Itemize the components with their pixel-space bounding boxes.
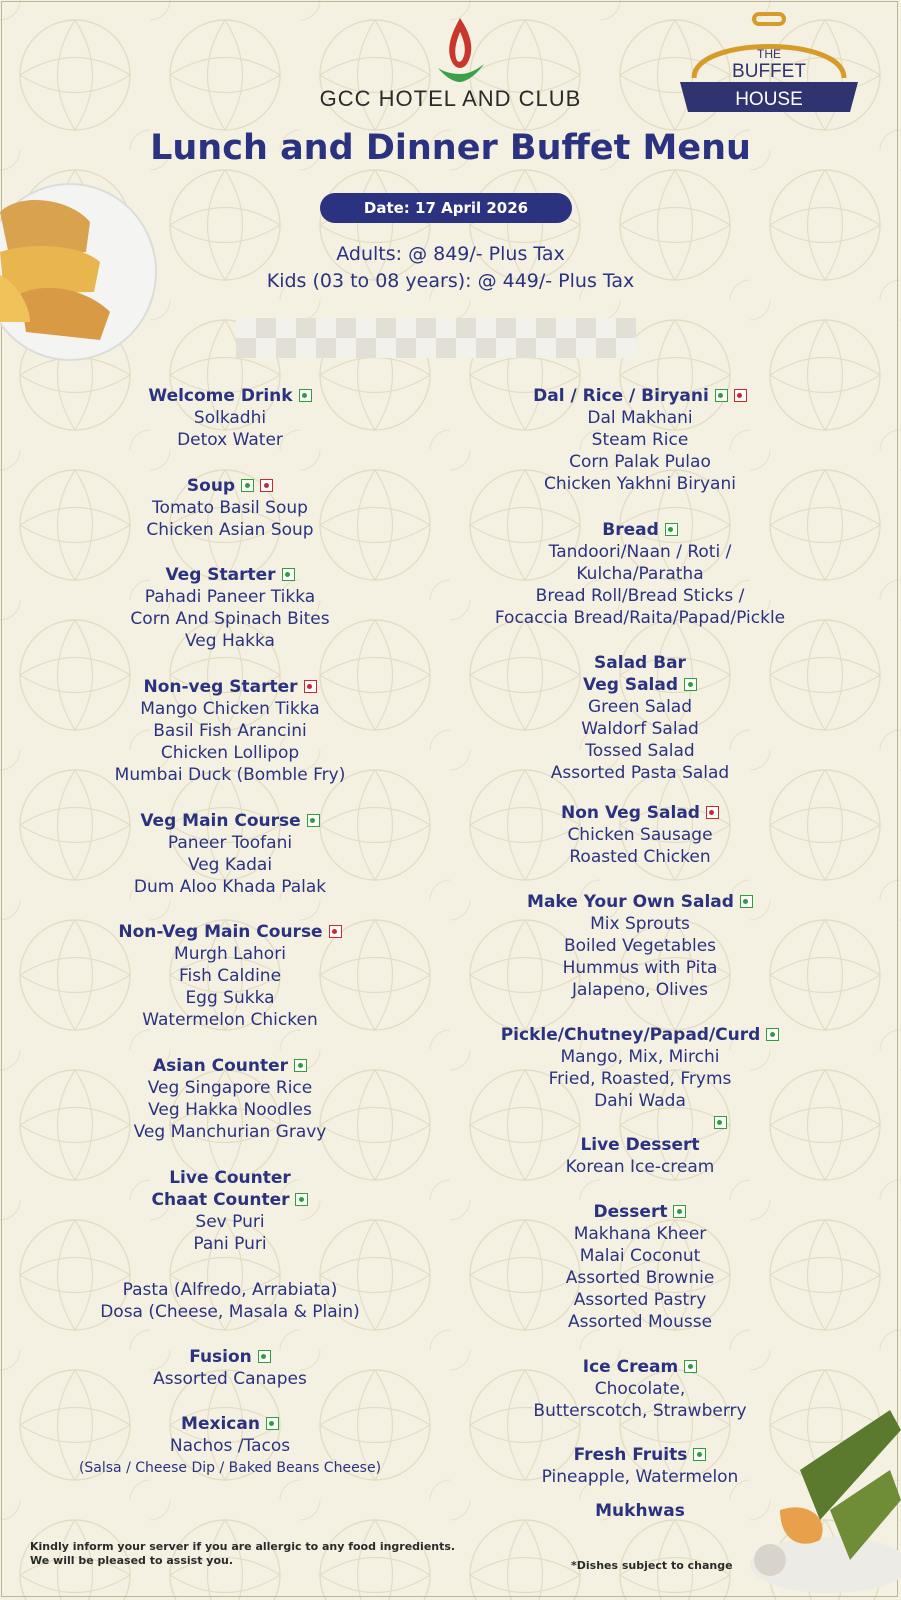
menu-item: Chicken Lollipop: [160, 743, 300, 763]
section-heading: Bread: [602, 520, 659, 540]
veg-mark-icon: [673, 1205, 686, 1218]
section-heading: Live Dessert: [580, 1135, 700, 1155]
section-make-your-own-salad: [420, 891, 860, 1001]
veg-mark-icon: [766, 1028, 779, 1041]
section-mukhwas: [420, 1500, 860, 1522]
dishes-change-note: *Dishes subject to change: [571, 1559, 733, 1572]
section-heading: Make Your Own Salad: [527, 892, 734, 912]
menu-item: Assorted Mousse: [567, 1312, 713, 1332]
section-heading: Fresh Fruits: [573, 1445, 688, 1465]
section-heading: Mexican: [181, 1414, 260, 1434]
menu-item: Assorted Pasta Salad: [550, 763, 730, 783]
veg-mark-icon: [665, 523, 678, 536]
menu-item: Mumbai Duck (Bomble Fry): [114, 765, 346, 785]
veg-mark-icon: [241, 479, 254, 492]
nonveg-mark-icon: [329, 925, 342, 938]
menu-item: Green Salad: [587, 697, 693, 717]
section-heading: Ice Cream: [582, 1357, 679, 1377]
menu-item: Watermelon Chicken: [142, 1010, 318, 1030]
menu-item: Mango, Mix, Mirchi: [560, 1047, 720, 1067]
veg-mark-icon: [258, 1350, 271, 1363]
section-heading: Welcome Drink: [148, 386, 293, 406]
menu-item: Detox Water: [177, 430, 283, 450]
section-heading: Dessert: [593, 1202, 668, 1222]
menu-item: Sev Puri: [195, 1212, 265, 1232]
section-veg-main-course: [10, 810, 450, 898]
section-heading: Dal / Rice / Biryani: [533, 386, 709, 406]
section-nonveg-main-course: [10, 921, 450, 1031]
section-fusion: [10, 1346, 450, 1390]
menu-item: Paneer Toofani: [167, 833, 293, 853]
section-nonveg-salad: [420, 802, 860, 868]
menu-item: Tomato Basil Soup: [152, 498, 308, 518]
menu-item: Chocolate,: [594, 1379, 686, 1399]
section-mexican: [10, 1413, 450, 1479]
price-adults: Adults: @ 849/- Plus Tax: [336, 243, 565, 265]
menu-item: Assorted Brownie: [565, 1268, 715, 1288]
section-heading: Non-Veg Main Course: [118, 922, 323, 942]
section-heading: Veg Starter: [165, 565, 276, 585]
menu-item: Tossed Salad: [585, 741, 695, 761]
logo-the: THE: [757, 47, 781, 61]
menu-item: Dosa (Cheese, Masala & Plain): [100, 1302, 360, 1322]
garlic-bread-image: [0, 182, 160, 362]
section-veg-starter: [10, 564, 450, 652]
menu-item: Kulcha/Paratha: [576, 564, 704, 584]
menu-item: Egg Sukka: [185, 988, 275, 1008]
date-badge: Date: 17 April 2026: [320, 193, 572, 223]
menu-item: Veg Kadai: [187, 855, 273, 875]
section-heading: Veg Salad: [582, 675, 679, 695]
section-bread: [420, 519, 860, 629]
menu-item: Solkadhi: [193, 408, 267, 428]
menu-item: Tandoori/Naan / Roti /: [548, 542, 732, 562]
hotel-logo-icon: [430, 10, 490, 90]
section-pasta-dosa: [10, 1279, 450, 1323]
section-heading: Veg Main Course: [140, 811, 301, 831]
menu-item: Bread Roll/Bread Sticks /: [535, 586, 745, 606]
veg-mark-icon: [294, 1059, 307, 1072]
menu-item: Corn And Spinach Bites: [130, 609, 330, 629]
section-heading: Chaat Counter: [151, 1190, 290, 1210]
menu-item: Pani Puri: [193, 1234, 267, 1254]
menu-item: Hummus with Pita: [562, 958, 718, 978]
section-heading: Fusion: [189, 1347, 252, 1367]
veg-mark-icon: [740, 895, 753, 908]
price-kids: Kids (03 to 08 years): @ 449/- Plus Tax: [266, 270, 635, 292]
section-heading: Non Veg Salad: [561, 803, 700, 823]
section-live-counter: [10, 1167, 450, 1255]
menu-item: Pineapple, Watermelon: [541, 1467, 739, 1487]
veg-mark-icon: [295, 1193, 308, 1206]
menu-item: Murgh Lahori: [174, 944, 286, 964]
menu-item: Chicken Sausage: [567, 825, 713, 845]
veg-mark-icon: [266, 1417, 279, 1430]
menu-item: Mix Sprouts: [590, 914, 690, 934]
section-welcome-drink: [10, 385, 450, 451]
section-heading: Soup: [186, 476, 236, 496]
menu-item: Jalapeno, Olives: [571, 980, 708, 1000]
section-heading: Salad Bar: [594, 653, 686, 673]
menu-item: Makhana Kheer: [573, 1224, 707, 1244]
logo-buffet: BUFFET: [732, 61, 806, 82]
section-heading: Pickle/Chutney/Papad/Curd: [500, 1025, 761, 1045]
menu-item: Veg Manchurian Gravy: [133, 1122, 327, 1142]
veg-mark-icon: [693, 1448, 706, 1461]
menu-item: Fish Caldine: [178, 966, 282, 986]
menu-item: Assorted Canapes: [153, 1369, 307, 1389]
section-heading: Non-veg Starter: [143, 677, 298, 697]
menu-item: Boiled Vegetables: [563, 936, 717, 956]
veg-mark-icon: [714, 1116, 727, 1129]
menu-item: Pasta (Alfredo, Arrabiata): [122, 1280, 338, 1300]
allergy-note-line: We will be pleased to assist you.: [30, 1554, 234, 1567]
veg-mark-icon: [299, 389, 312, 402]
section-dessert: [420, 1201, 860, 1333]
menu-item: Malai Coconut: [579, 1246, 701, 1266]
menu-item: Dahi Wada: [594, 1091, 686, 1111]
menu-item: Basil Fish Arancini: [153, 721, 307, 741]
veg-mark-icon: [307, 814, 320, 827]
section-dal-rice-biryani: [420, 385, 860, 495]
menu-item: Dum Aloo Khada Palak: [133, 877, 327, 897]
menu-item: Focaccia Bread/Raita/Papad/Pickle: [494, 608, 786, 628]
menu-item: Assorted Pastry: [573, 1290, 707, 1310]
allergy-note: [30, 1540, 455, 1568]
menu-item: Butterscotch, Strawberry: [533, 1401, 747, 1421]
menu-item: Mango Chicken Tikka: [140, 699, 320, 719]
veg-mark-icon: [684, 678, 697, 691]
nonveg-mark-icon: [304, 680, 317, 693]
section-heading: Live Counter: [169, 1168, 291, 1188]
menu-item: Fried, Roasted, Fryms: [548, 1069, 732, 1089]
section-heading: Mukhwas: [595, 1501, 685, 1521]
section-fresh-fruits: [420, 1444, 860, 1488]
section-salad-bar: [420, 652, 860, 784]
nonveg-mark-icon: [260, 479, 273, 492]
allergy-note-line: Kindly inform your server if you are allergic to any food ingredients.: [30, 1540, 456, 1553]
section-ice-cream: [420, 1356, 860, 1422]
buffet-house-logo: [676, 8, 862, 120]
section-soup: [10, 475, 450, 541]
menu-item: Korean Ice-cream: [565, 1157, 715, 1177]
veg-mark-icon: [282, 568, 295, 581]
menu-item: Chicken Yakhni Biryani: [544, 474, 736, 494]
menu-item: Veg Singapore Rice: [147, 1078, 313, 1098]
section-heading: Asian Counter: [153, 1056, 288, 1076]
menu-item: Dal Makhani: [587, 408, 693, 428]
veg-mark-icon: [715, 389, 728, 402]
redacted-area: [236, 318, 636, 358]
menu-item: Veg Hakka Noodles: [148, 1100, 312, 1120]
section-nonveg-starter: [10, 676, 450, 786]
logo-house: HOUSE: [735, 89, 803, 110]
menu-item: Roasted Chicken: [569, 847, 711, 867]
menu-item: Chicken Asian Soup: [146, 520, 314, 540]
menu-item: Steam Rice: [591, 430, 689, 450]
hotel-name: GCC HOTEL AND CLUB: [319, 86, 582, 111]
page-title: Lunch and Dinner Buffet Menu: [150, 128, 751, 168]
menu-item: Veg Hakka: [185, 631, 275, 651]
section-asian-counter: [10, 1055, 450, 1143]
nonveg-mark-icon: [706, 806, 719, 819]
menu-item-note: (Salsa / Cheese Dip / Baked Beans Cheese): [78, 1460, 382, 1476]
menu-item: Nachos /Tacos: [169, 1436, 291, 1456]
menu-item: Corn Palak Pulao: [569, 452, 711, 472]
section-live-dessert: [420, 1134, 860, 1178]
nonveg-mark-icon: [734, 389, 747, 402]
menu-item: Waldorf Salad: [581, 719, 699, 739]
menu-item: Pahadi Paneer Tikka: [144, 587, 316, 607]
section-pickle-chutney: [420, 1024, 860, 1134]
veg-mark-icon: [684, 1360, 697, 1373]
